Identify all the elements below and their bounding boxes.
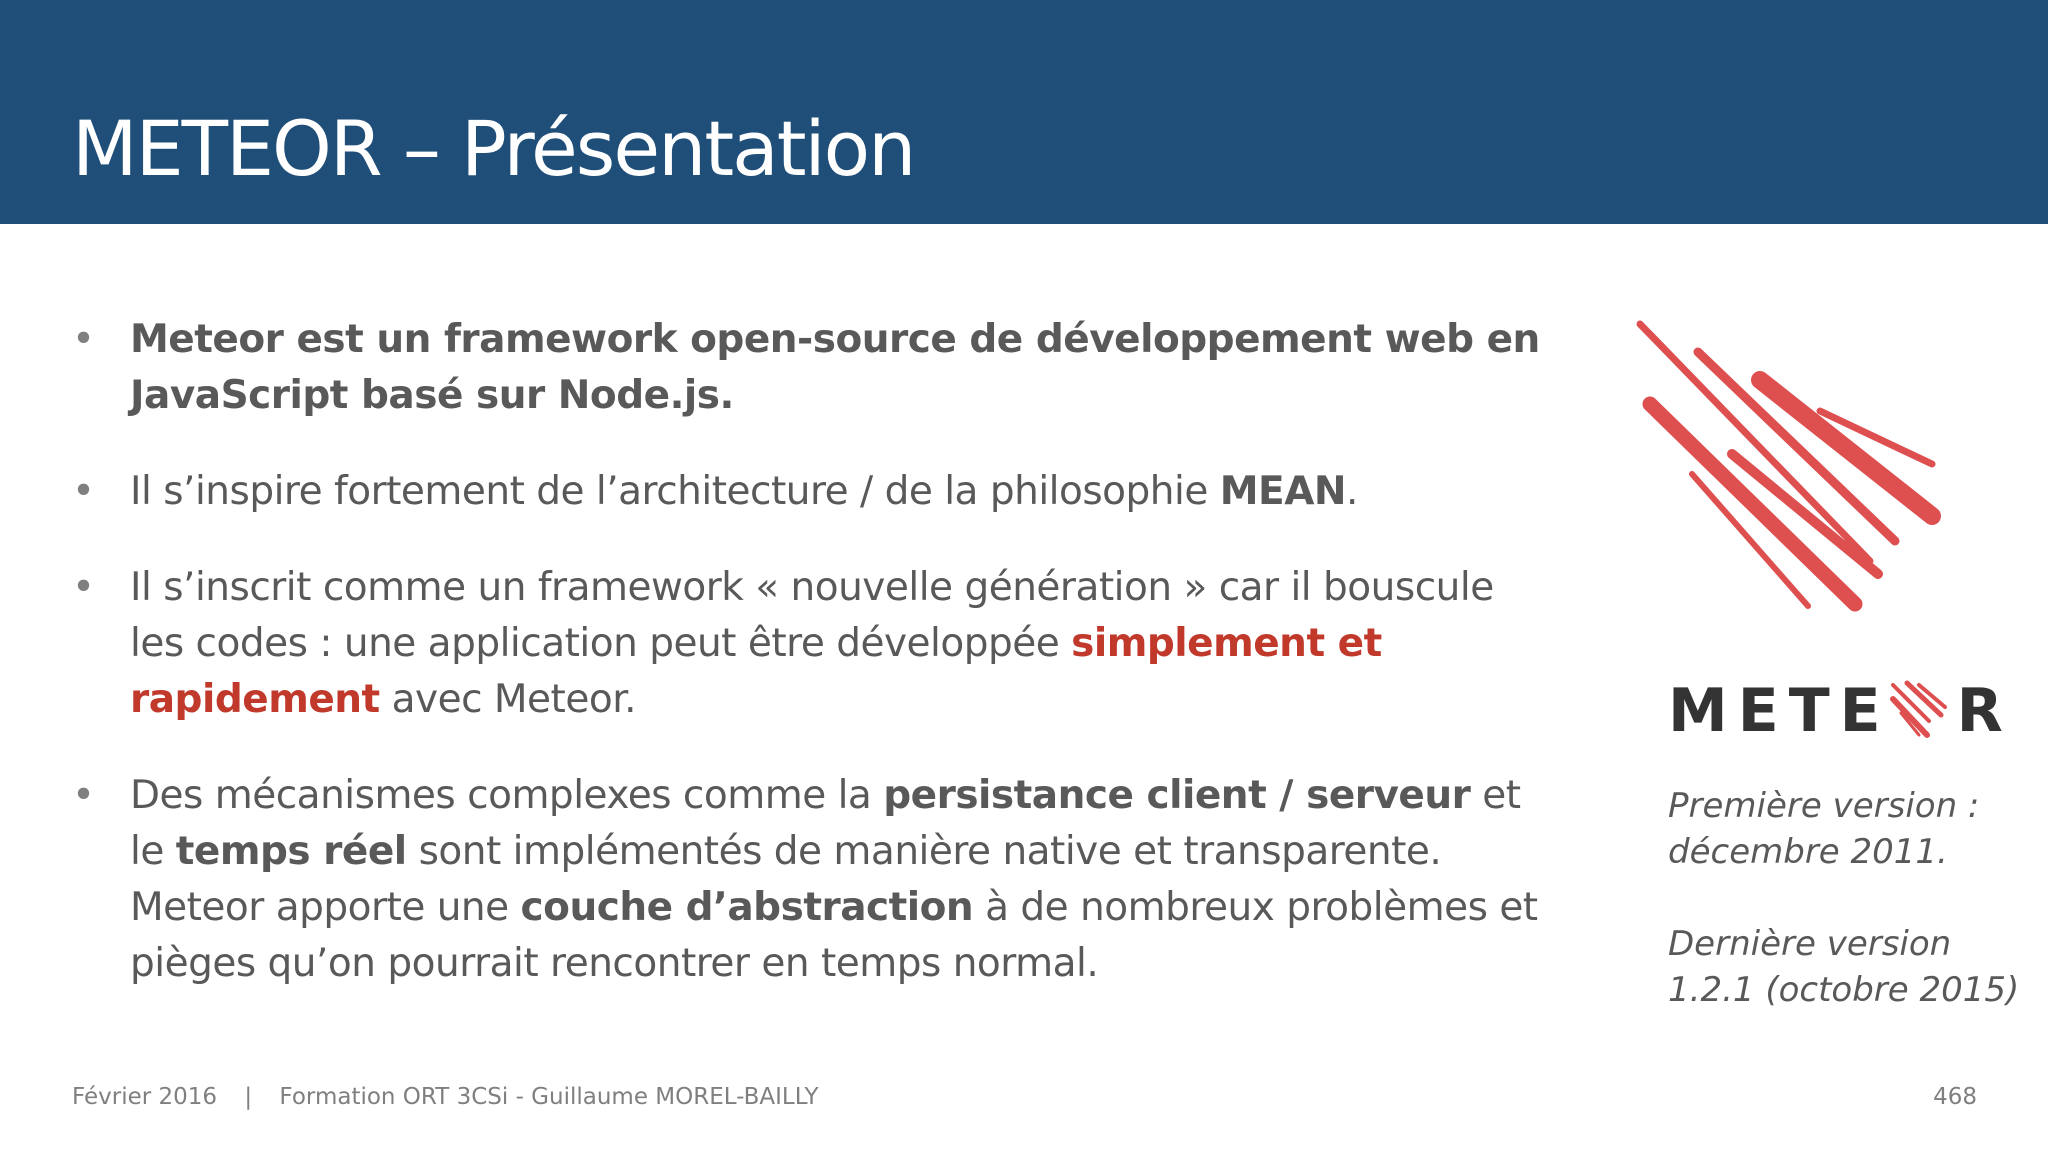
- bullet-item: [72, 560, 1552, 728]
- bullet-bold-text: persistance client / serveur: [883, 773, 1471, 818]
- bullet-text: et le: [130, 773, 1521, 874]
- meteor-logo-icon: [1630, 316, 1960, 626]
- meteor-wordmark: [1668, 676, 2013, 746]
- bullet-text: Il s’inspire fortement de l’architecture / de la philosophie: [130, 469, 1220, 514]
- footer-date: Février 2016: [72, 1084, 218, 1110]
- bullet-bold-text: couche d’abstraction: [520, 885, 974, 930]
- meteor-o-icon: [1887, 679, 1951, 743]
- footer: [72, 1084, 819, 1110]
- bullet-item: [72, 768, 1552, 992]
- bullet-text: .: [1346, 469, 1358, 514]
- page-number: 468: [1933, 1084, 1977, 1110]
- first-version-note: Première version : décembre 2011.: [1668, 786, 1980, 872]
- bullet-item: [72, 464, 1552, 520]
- bullet-text: Des mécanismes complexes comme la: [130, 773, 884, 818]
- bullet-text: avec Meteor.: [379, 677, 637, 722]
- title-bar: [0, 0, 2048, 224]
- bullet-list: [72, 312, 1552, 1032]
- last-version-note: Dernière version 1.2.1 (octobre 2015): [1668, 924, 2020, 1010]
- bullet-item: [72, 312, 1552, 424]
- wordmark-text-right: R: [1956, 676, 2013, 746]
- bullet-text: Meteor est un framework open-source de développement web en JavaScript basé sur Node.js.: [130, 317, 1540, 418]
- wordmark-text-left: METE: [1668, 676, 1891, 746]
- bullet-bold-text: temps réel: [175, 829, 407, 874]
- bullet-text: à de nombreux problèmes et pièges qu’on pourrait rencontrer en temps normal.: [130, 885, 1538, 986]
- bullet-highlight-text: simplement et rapidement: [130, 621, 1382, 722]
- footer-course: Formation ORT 3CSi - Guillaume MOREL-BAILLY: [279, 1084, 819, 1110]
- bullet-text: Il s’inscrit comme un framework « nouvelle génération » car il bouscule les codes : une application peut être développée: [130, 565, 1494, 666]
- slide-title: METEOR – Présentation: [72, 104, 915, 193]
- footer-separator: |: [244, 1084, 253, 1110]
- bullet-bold-text: MEAN: [1219, 469, 1347, 514]
- bullet-text: sont implémentés de manière native et transparente. Meteor apporte une: [130, 829, 1442, 930]
